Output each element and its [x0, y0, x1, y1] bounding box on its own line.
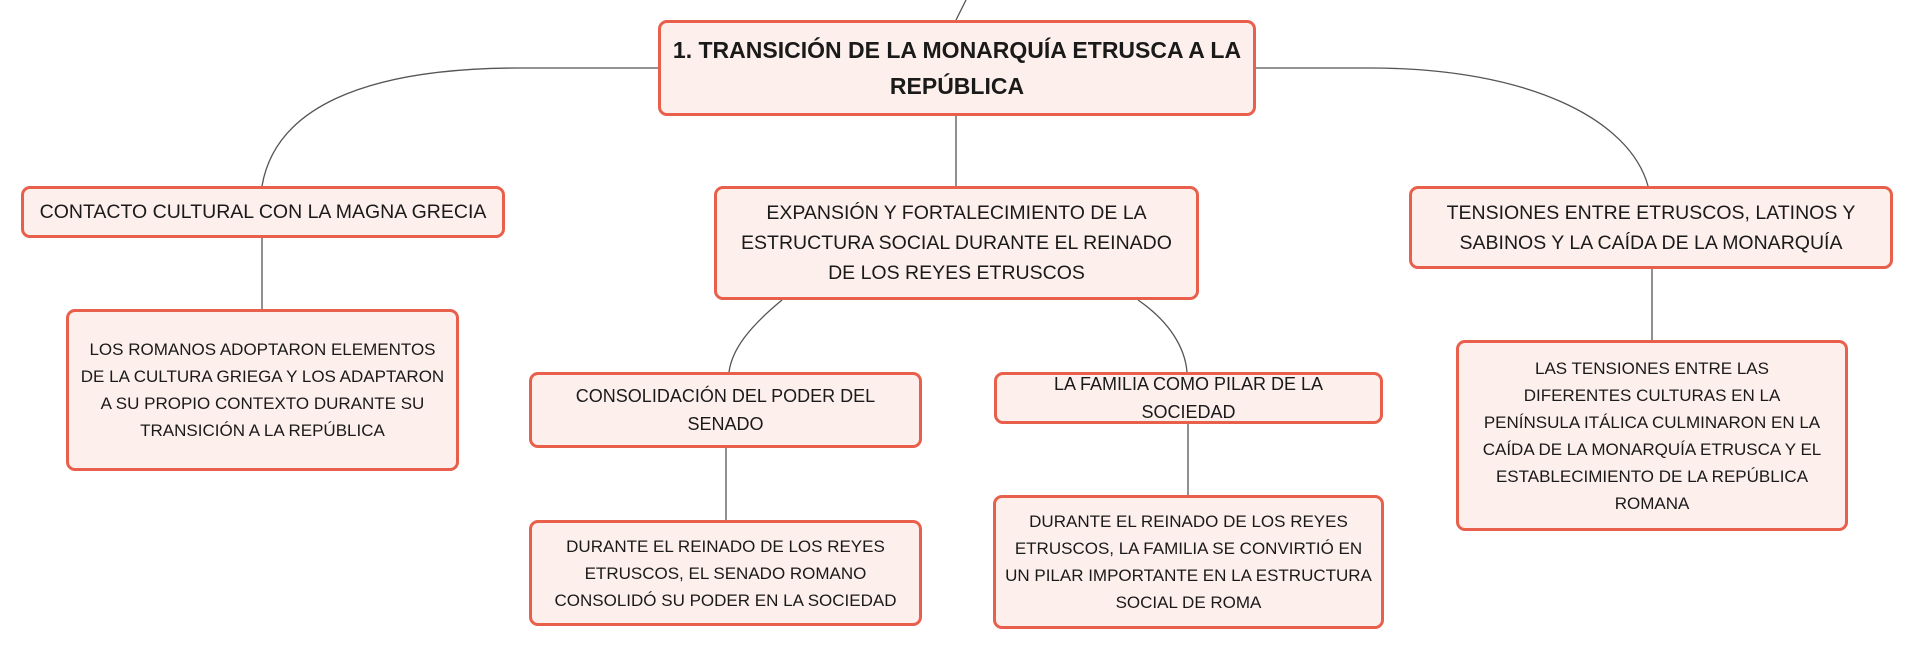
connector-social-senate: [729, 300, 782, 372]
senate-power-label: CONSOLIDACIÓN DEL PODER DEL SENADO: [575, 386, 876, 434]
social-structure-node[interactable]: [714, 186, 1199, 300]
cultural-detail-text: LOS ROMANOS ADOPTARON ELEMENTOS DE LA CULTURA GRIEGA Y LOS ADAPTARON A SU PROPIO CONTEXTO DURANTE SU TRANSICIÓN A LA REPÚBLICA: [80, 340, 445, 440]
tensions-detail-text: LAS TENSIONES ENTRE LAS DIFERENTES CULTURAS EN LA PENÍNSULA ITÁLICA CULMINARON EN LA CAÍDA DE LA MONARQUÍA ETRUSCA Y EL ESTABLECIMIENTO DE LA REPÚBLICA ROMANA: [1482, 358, 1822, 513]
tensions-label: TENSIONES ENTRE ETRUSCOS, LATINOS Y SABINOS Y LA CAÍDA DE LA MONARQUÍA: [1446, 201, 1856, 254]
senate-power-node[interactable]: [529, 372, 922, 448]
tensions-detail-node[interactable]: [1456, 340, 1848, 531]
connector-root-cultural: [262, 68, 658, 186]
connector-root-parent: [956, 0, 966, 20]
senate-detail-node[interactable]: [529, 520, 922, 626]
cultural-detail-node[interactable]: [66, 309, 459, 471]
cultural-contact-label: CONTACTO CULTURAL CON LA MAGNA GRECIA: [39, 201, 487, 223]
family-detail-text: DURANTE EL REINADO DE LOS REYES ETRUSCOS, LA FAMILIA SE CONVIRTIÓ EN UN PILAR IMPORTANTE EN LA ESTRUCTURA SOCIAL DE ROMA: [1005, 512, 1372, 612]
root-topic-node[interactable]: [658, 20, 1256, 116]
family-pillar-label: LA FAMILIA COMO PILAR DE LA SOCIEDAD: [1053, 374, 1324, 422]
social-structure-label: EXPANSIÓN Y FORTALECIMIENTO DE LA ESTRUCTURA SOCIAL DURANTE EL REINADO DE LOS REYES ETRUSCOS: [741, 202, 1172, 284]
tensions-node[interactable]: [1409, 186, 1893, 269]
family-detail-node[interactable]: [993, 495, 1384, 629]
senate-detail-text: DURANTE EL REINADO DE LOS REYES ETRUSCOS, EL SENADO ROMANO CONSOLIDÓ SU PODER EN LA SOCIEDAD: [554, 536, 897, 610]
family-pillar-node[interactable]: [994, 372, 1383, 424]
connector-social-family: [1138, 300, 1187, 372]
connector-root-tensions: [1256, 68, 1648, 186]
cultural-contact-node[interactable]: [21, 186, 505, 238]
root-topic-label: 1. TRANSICIÓN DE LA MONARQUÍA ETRUSCA A LA REPÚBLICA: [672, 37, 1242, 99]
